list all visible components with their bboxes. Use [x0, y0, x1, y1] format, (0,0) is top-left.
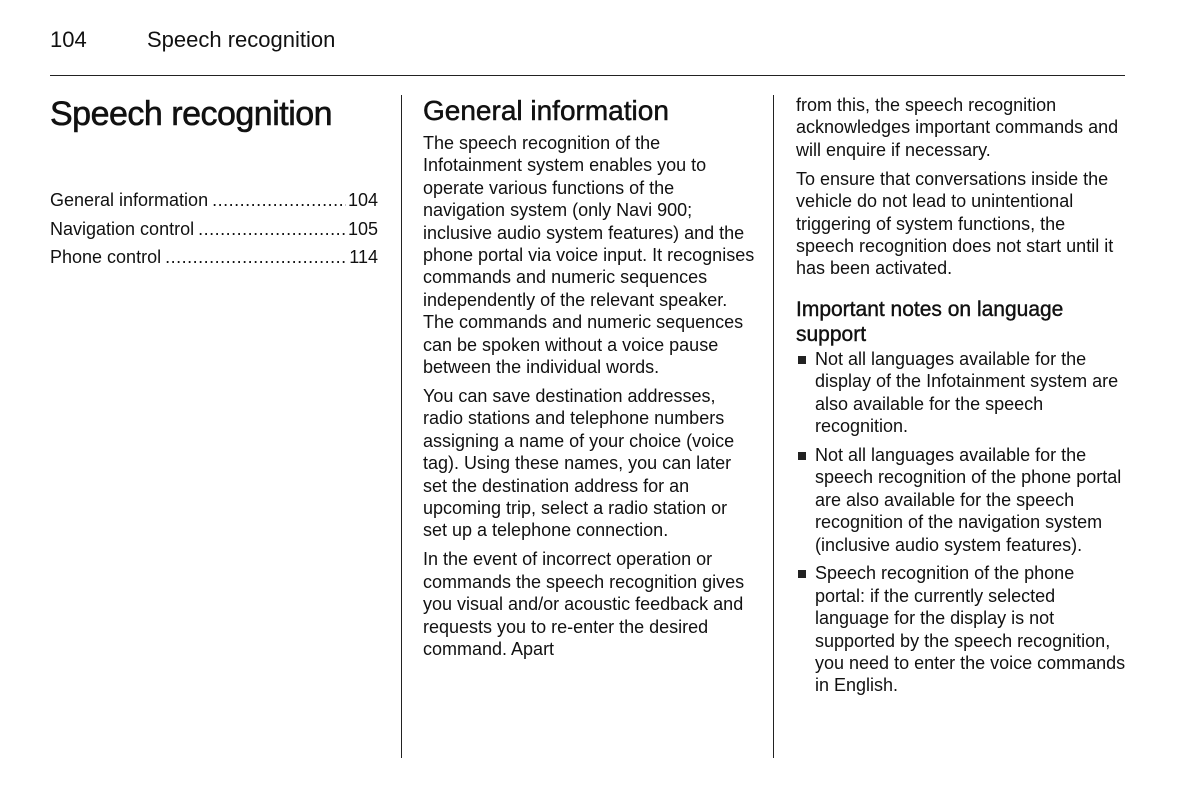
square-bullet-icon — [798, 452, 806, 460]
section-title: General information — [423, 95, 669, 126]
toc-entry-label: Navigation control — [50, 218, 195, 239]
toc-entry-label: General information — [50, 190, 209, 210]
toc-entry-page: 104 — [347, 190, 378, 210]
square-bullet-icon — [798, 570, 806, 578]
toc-leader-dots — [198, 215, 346, 244]
toc-entry[interactable] — [50, 243, 378, 272]
column-divider — [401, 95, 402, 758]
toc-entry[interactable] — [50, 215, 378, 244]
language-notes-list — [796, 348, 1126, 697]
body-paragraph: You can save destination addresses, radio stations and telephone numbers assigning a name of your choice (voice tag). Using these names, you can later set the destination address for an upcoming trip, select a radio station or set up a telephone connection. — [423, 385, 735, 541]
running-header-title: Speech recognition — [147, 27, 336, 52]
toc-entry[interactable] — [50, 186, 378, 215]
list-item-text: Speech recognition of the phone portal: if the currently selected language for the display is not supported by the speech recognition, you need to enter the voice commands in English. — [815, 563, 1126, 696]
list-item-text: Not all languages available for the display of the Infotainment system are also available for the speech recognition. — [815, 348, 1119, 436]
list-item — [796, 444, 1126, 556]
square-bullet-icon — [798, 356, 806, 364]
language-notes-column — [796, 94, 1126, 703]
body-paragraph: The speech recognition of the Infotainment system enables you to operate various functions of the navigation system (only Navi 900; inclusive audio system features) and the phone portal via voice input. It recognises commands and numeric sequences independently of the relevant speaker. The commands and numeric sequences can be spoken without a voice pause between the individual words. — [423, 133, 755, 378]
general-information-column — [423, 94, 755, 667]
subsection-title: Important notes on language support — [796, 297, 1064, 347]
toc-entry-page: 114 — [349, 247, 378, 267]
body-paragraph: To ensure that conversations inside the vehicle do not lead to unintentional triggering of system functions, the speech recognition does not start until it has been activated. — [796, 168, 1114, 279]
toc-entry-page: 105 — [347, 218, 378, 239]
list-item-text: Not all languages available for the speech recognition of the phone portal are also available for the speech recognition of the navigation system (inclusive audio system features). — [815, 444, 1122, 555]
toc-entry-label: Phone control — [50, 247, 162, 267]
chapter-toc — [50, 186, 378, 272]
body-paragraph: In the event of incorrect operation or commands the speech recognition gives you visual and/or acoustic feedback and requests you to re-enter the desired command. Apart — [423, 549, 745, 659]
page-number: 104 — [50, 27, 87, 52]
running-header — [50, 24, 1125, 56]
toc-leader-dots — [212, 186, 346, 215]
toc-leader-dots — [165, 243, 347, 272]
header-rule — [50, 75, 1125, 76]
body-paragraph-continued: from this, the speech recognition acknowledges important commands and will enquire if necessary. — [796, 95, 1119, 160]
column-divider — [773, 95, 774, 758]
chapter-title: Speech recognition — [50, 95, 333, 133]
list-item — [796, 562, 1126, 696]
list-item — [796, 348, 1126, 438]
